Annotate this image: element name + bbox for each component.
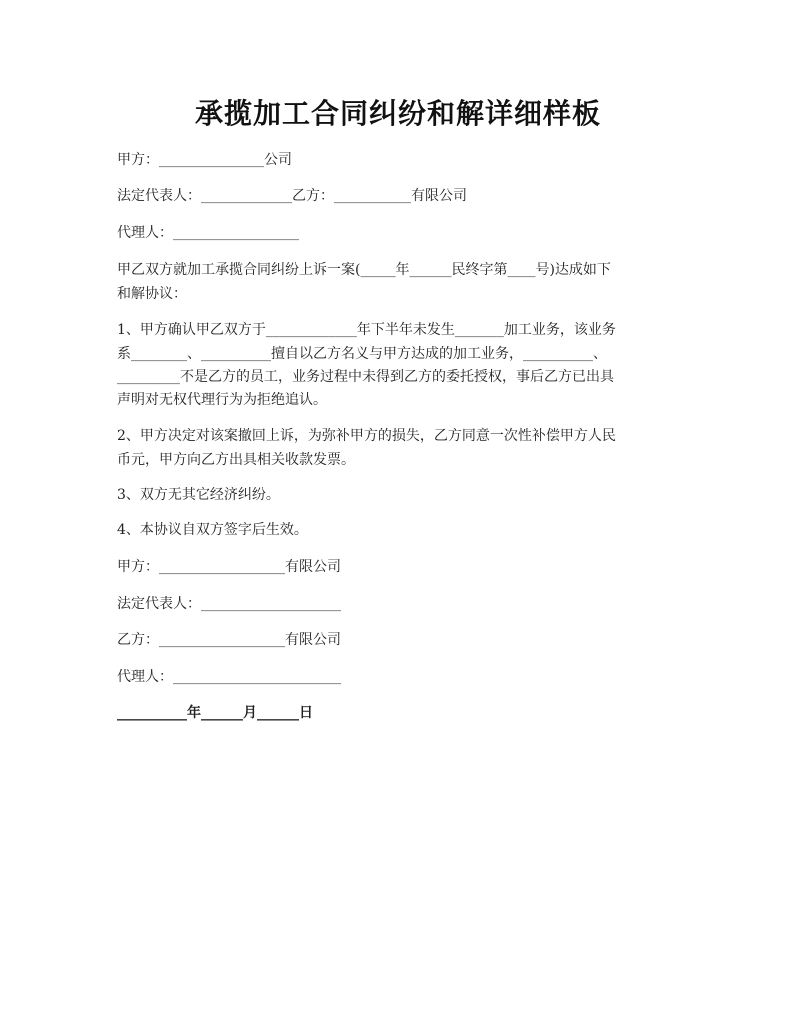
sign-party-b-line: 乙方：__________________有限公司 <box>117 632 341 648</box>
sign-legal-rep-line: 法定代表人：____________________ <box>117 596 341 612</box>
clause1-line-1: 1、甲方确认甲乙双方于_____________年下半年未发生_______加工业务，该业务 <box>117 322 616 338</box>
clause1-line-2: 系________、__________擅自以乙方名义与甲方达成的加工业务，__________、 <box>117 346 607 362</box>
sign-agent-line: 代理人：________________________ <box>117 669 341 685</box>
clause1-line-4: 声明对无权代理行为为拒绝追认。 <box>117 392 327 408</box>
document-title: 承揽加工合同纠纷和解详细样板 <box>194 97 601 130</box>
agent-line: 代理人：__________________ <box>117 225 299 241</box>
clause3-line: 3、双方无其它经济纠纷。 <box>117 487 280 503</box>
legal-rep-party-b-line: 法定代表人：_____________乙方：___________有限公司 <box>117 188 467 204</box>
clause1-line-3: _________不是乙方的员工，业务过程中未得到乙方的委托授权，事后乙方已出具 <box>117 369 614 385</box>
date-line: __________年______月______日 <box>117 705 313 721</box>
intro-line-1: 甲乙双方就加工承揽合同纠纷上诉一案(_____年______民终字第____号)达成如下 <box>117 262 611 278</box>
intro-line-2: 和解协议： <box>117 286 187 302</box>
clause2-line-2: 币元，甲方向乙方出具相关收款发票。 <box>117 452 355 468</box>
clause2-line-1: 2、甲方决定对该案撤回上诉，为弥补甲方的损失，乙方同意一次性补偿甲方人民 <box>117 428 616 444</box>
party-a-line: 甲方：_______________公司 <box>117 152 292 168</box>
sign-party-a-line: 甲方：__________________有限公司 <box>117 559 341 575</box>
clause4-line: 4、本协议自双方签字后生效。 <box>117 522 308 538</box>
